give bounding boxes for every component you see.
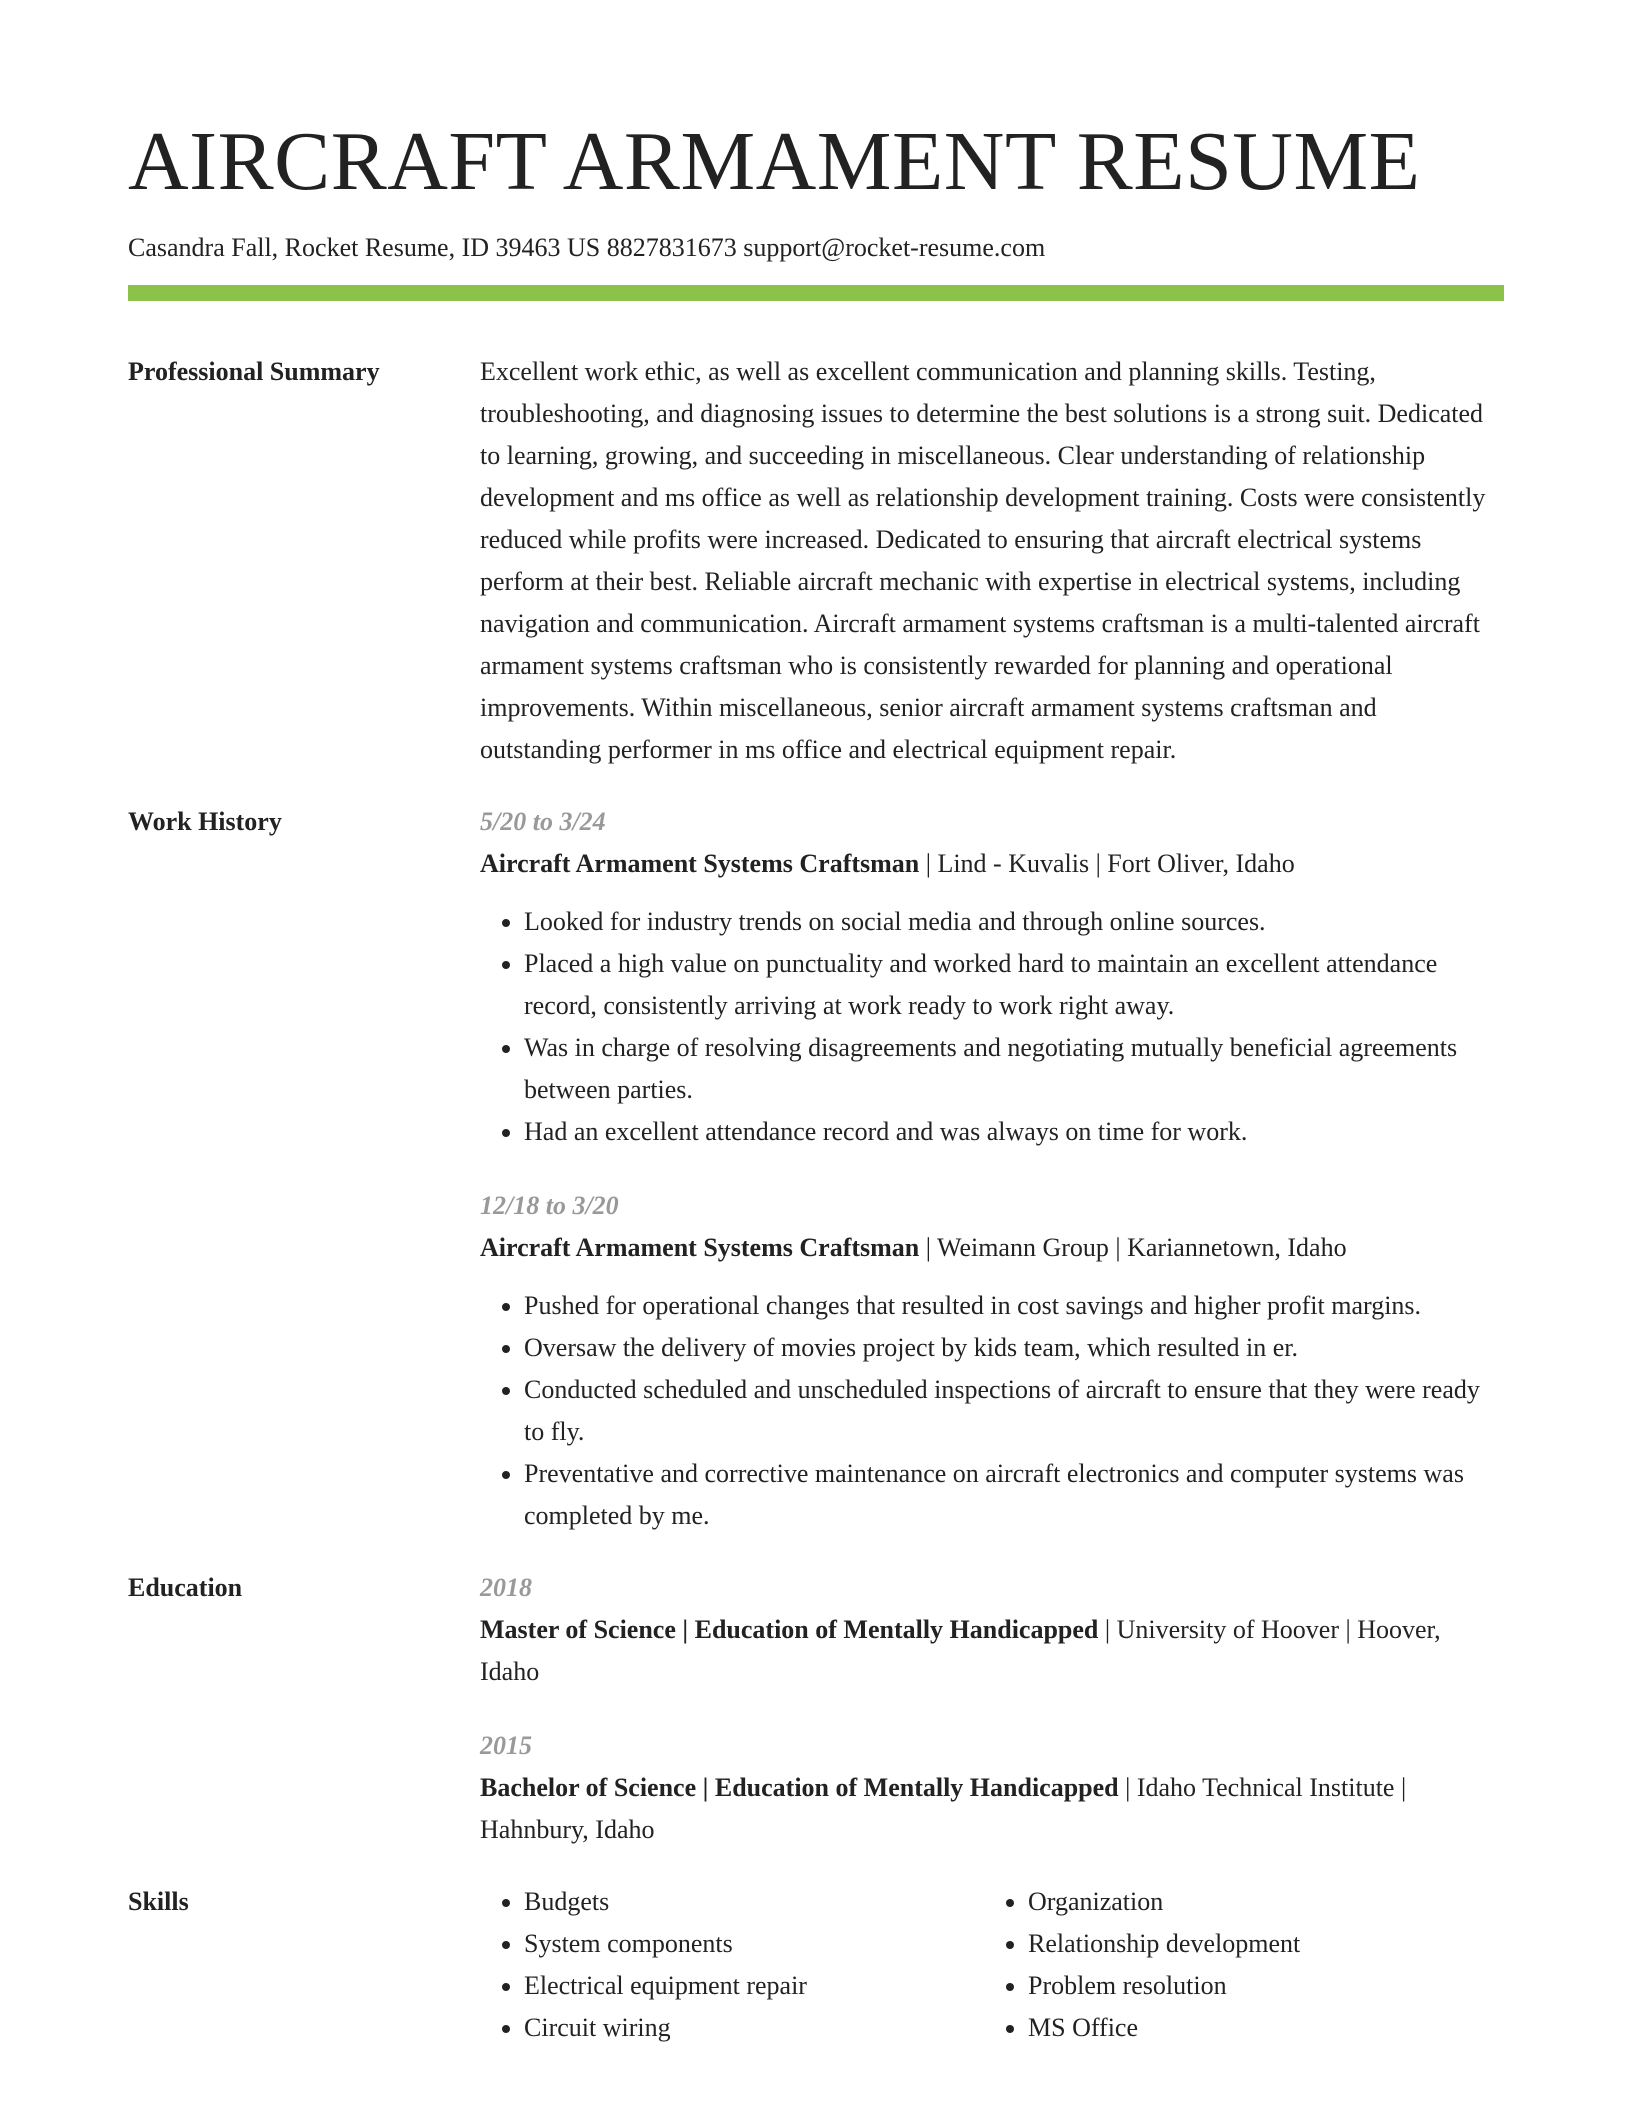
section-label-work-history: Work History xyxy=(128,807,282,837)
education-year: 2015 xyxy=(480,1731,532,1761)
school-detail: | Idaho Technical Institute | Hahnbury, Idaho xyxy=(480,1773,1407,1845)
job-title: Aircraft Armament Systems Craftsman xyxy=(480,1233,920,1263)
skill-item: • MS Office xyxy=(1028,2007,1488,2049)
school-detail: | University of Hoover | Hoover, Idaho xyxy=(480,1615,1441,1687)
job-bullet: • Had an excellent attendance record and was always on time for work. xyxy=(524,1111,1504,1153)
skill-item: • Relationship development xyxy=(1028,1923,1488,1965)
summary-text: Excellent work ethic, as well as excellent communication and planning skills. Testing, troubleshooting, and diagnosing issues to determine the best solutions is a strong suit. Dedicated to learning, growing, and succeeding in miscellaneous. Clear understanding of relationship development and ms office as well as relationship development training. Costs were consistently reduced while profits were increased. Dedicated to ensuring that aircraft electrical systems perform at their best. Reliable aircraft mechanic with expertise in electrical systems, including navigation and communication. Aircraft armament systems craftsman is a multi-talented aircraft armament systems craftsman who is consistently rewarded for planning and operational improvements. Within miscellaneous, senior aircraft armament systems craftsman and outstanding performer in ms office and electrical equipment repair. xyxy=(480,357,1486,765)
job-bullets xyxy=(480,901,1504,1153)
job-heading xyxy=(480,1227,1504,1269)
section-label-summary: Professional Summary xyxy=(128,357,380,387)
job-bullet: • Oversaw the delivery of movies project by kids team, which resulted in er. xyxy=(524,1327,1504,1369)
job-employer: | Weimann Group | Kariannetown, Idaho xyxy=(919,1233,1347,1263)
job-date: 5/20 to 3/24 xyxy=(480,807,606,837)
skill-item: • System components xyxy=(524,1923,984,1965)
skill-item: • Problem resolution xyxy=(1028,1965,1488,2007)
skill-item: • Organization xyxy=(1028,1881,1488,1923)
job-bullets xyxy=(480,1285,1504,1537)
job-date: 12/18 to 3/20 xyxy=(480,1191,619,1221)
work-history-section xyxy=(128,801,1504,1537)
skill-item: • Circuit wiring xyxy=(524,2007,984,2049)
degree-name: Bachelor of Science | Education of Mentally Handicapped xyxy=(480,1773,1119,1803)
summary-section xyxy=(128,351,1504,771)
skills-column-left xyxy=(480,1881,984,2049)
skill-item: • Electrical equipment repair xyxy=(524,1965,984,2007)
job-entry xyxy=(480,801,1504,1153)
resume-title: AIRCRAFT ARMAMENT RESUME xyxy=(128,115,1421,208)
education-section xyxy=(128,1567,1504,1851)
skill-item: • Budgets xyxy=(524,1881,984,1923)
skills-section xyxy=(128,1881,1504,2049)
job-entry xyxy=(480,1185,1504,1537)
resume-page xyxy=(128,115,1504,2049)
skills-column-right xyxy=(984,1881,1488,2049)
header-divider xyxy=(128,285,1504,301)
education-body xyxy=(480,1567,1504,1851)
education-heading xyxy=(480,1767,1504,1851)
job-title: Aircraft Armament Systems Craftsman xyxy=(480,849,920,879)
education-heading xyxy=(480,1609,1504,1693)
skills-grid xyxy=(480,1881,1504,2049)
education-entry xyxy=(480,1725,1504,1851)
job-bullet: • Conducted scheduled and unscheduled inspections of aircraft to ensure that they were ready to fly. xyxy=(524,1369,1504,1453)
job-employer: | Lind - Kuvalis | Fort Oliver, Idaho xyxy=(919,849,1295,879)
section-label-skills: Skills xyxy=(128,1887,189,1917)
job-bullet: • Placed a high value on punctuality and worked hard to maintain an excellent attendance record, consistently arriving at work ready to work right away. xyxy=(524,943,1504,1027)
contact-line: Casandra Fall, Rocket Resume, ID 39463 US 8827831673 support@rocket-resume.com xyxy=(128,233,1046,262)
work-history-body xyxy=(480,801,1504,1537)
degree-name: Master of Science | Education of Mentally Handicapped xyxy=(480,1615,1099,1645)
skills-body xyxy=(480,1881,1504,2049)
job-bullet: • Preventative and corrective maintenance on aircraft electronics and computer systems was completed by me. xyxy=(524,1453,1504,1537)
section-label-education: Education xyxy=(128,1573,243,1603)
job-heading xyxy=(480,843,1504,885)
job-bullet: • Was in charge of resolving disagreements and negotiating mutually beneficial agreements between parties. xyxy=(524,1027,1504,1111)
education-entry xyxy=(480,1567,1504,1693)
job-bullet: • Looked for industry trends on social media and through online sources. xyxy=(524,901,1504,943)
job-bullet: • Pushed for operational changes that resulted in cost savings and higher profit margins. xyxy=(524,1285,1504,1327)
education-year: 2018 xyxy=(480,1573,532,1603)
